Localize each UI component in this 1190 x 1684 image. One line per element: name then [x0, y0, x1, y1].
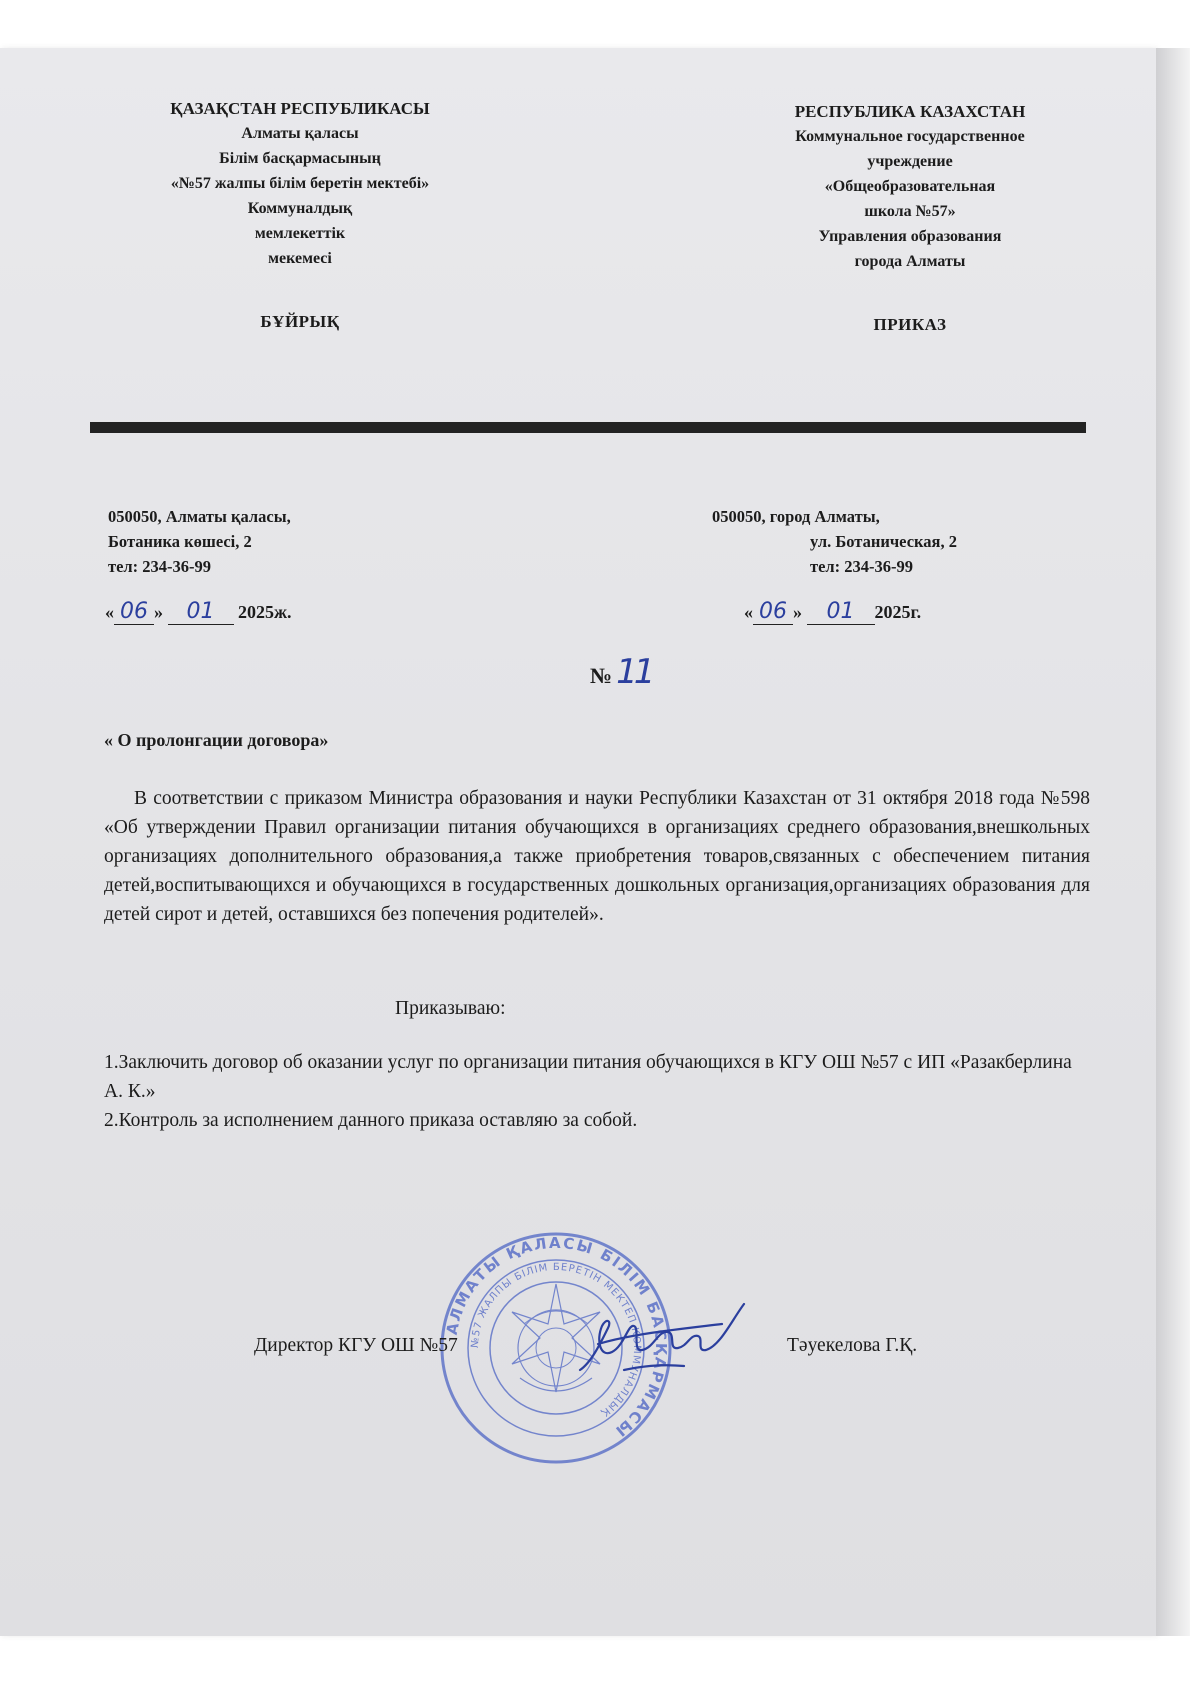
stamp-outer-text: АЛМАТЫ ҚАЛАСЫ БІЛІМ БАСҚАРМАСЫ: [442, 1233, 671, 1442]
header-left-line: мекемесі: [268, 250, 332, 267]
date-russian: [744, 600, 921, 625]
header-right-line: города Алматы: [854, 253, 966, 270]
date-day-handwritten: 06: [114, 600, 154, 625]
date-close-quote: »: [793, 602, 802, 622]
header-left-line: Алматы қаласы: [241, 125, 359, 142]
address-line: тел: 234-36-99: [108, 557, 212, 576]
header-left-line: «№57 жалпы білім беретін мектебі»: [170, 175, 430, 192]
order-number-handwritten: 11: [616, 652, 652, 692]
date-month-handwritten: 01: [807, 600, 875, 625]
date-month-handwritten: 01: [168, 600, 234, 625]
header-left-country: ҚАЗАҚСТАН РЕСПУБЛИКАСЫ: [170, 99, 430, 118]
header-right-line: школа №57»: [864, 203, 956, 220]
header-left-line: Коммуналдық: [247, 200, 353, 217]
stamp-inner-text: №57 ЖАЛПЫ БІЛІМ БЕРЕТІН МЕКТЕП КОММУНАЛДЫҚ: [469, 1261, 643, 1419]
order-items: [104, 1048, 1090, 1135]
header-russian: [760, 99, 1060, 337]
address-line: 050050, Алматы қаласы,: [108, 507, 291, 526]
header-left-order-title: БҰЙРЫҚ: [260, 312, 340, 331]
order-subject: « О пролонгации договора»: [104, 730, 329, 750]
header-right-country: РЕСПУБЛИКА КАЗАХСТАН: [794, 102, 1026, 121]
order-directive-word: Приказываю:: [395, 998, 506, 1019]
address-line: Ботаника көшесі, 2: [108, 532, 252, 551]
address-line: 050050, город Алматы,: [712, 507, 880, 526]
date-year: 2025ж.: [238, 602, 292, 622]
address-line: тел: 234-36-99: [810, 557, 914, 576]
header-divider: [90, 422, 1086, 433]
header-right-line: «Общеобразовательная: [824, 178, 996, 195]
address-line: ул. Ботаническая, 2: [810, 532, 957, 551]
header-right-line: Коммунальное государственное: [795, 128, 1025, 145]
signature-icon: [572, 1300, 747, 1385]
header-right-line: учреждение: [867, 153, 953, 170]
order-number-prefix: №: [590, 663, 613, 688]
address-kazakh: [108, 504, 291, 579]
header-left-line: Білім басқармасының: [219, 150, 381, 167]
header-right-order-title: ПРИКАЗ: [873, 315, 947, 334]
header-right-line: Управления образования: [818, 228, 1002, 245]
order-number: [590, 652, 652, 692]
page-shadow-edge: [1156, 48, 1190, 1636]
header-kazakh: [130, 96, 470, 334]
date-open-quote: «: [105, 602, 114, 622]
order-preamble: В соответствии с приказом Министра образования и науки Республики Казахстан от 31 октября 2018 года №598 «Об утверждении Правил организации питания обучающихся в организациях среднего образования,внешкольных организациях дополнительного образования,а также приобретения товаров,связанных с обеспечением питания детей,воспитывающихся и обучающихся в государственных дошкольных организация,организациях образования для детей сирот и детей, оставшихся без попечения родителей».: [104, 788, 1090, 925]
order-item: 2.Контроль за исполнением данного приказа оставляю за собой.: [104, 1110, 638, 1131]
signatory-title: Директор КГУ ОШ №57: [254, 1335, 458, 1356]
header-left-line: мемлекеттік: [254, 225, 346, 242]
order-item: 1.Заключить договор об оказании услуг по организации питания обучающихся в КГУ ОШ №57 с ИП «Разакберлина А. К.»: [104, 1052, 1072, 1102]
date-day-handwritten: 06: [753, 600, 793, 625]
address-russian: [712, 504, 957, 579]
date-close-quote: »: [154, 602, 163, 622]
date-year: 2025г.: [874, 602, 922, 622]
signatory-name: Тәуекелова Г.Қ.: [787, 1335, 918, 1356]
date-kazakh: [105, 600, 292, 625]
date-open-quote: «: [744, 602, 753, 622]
